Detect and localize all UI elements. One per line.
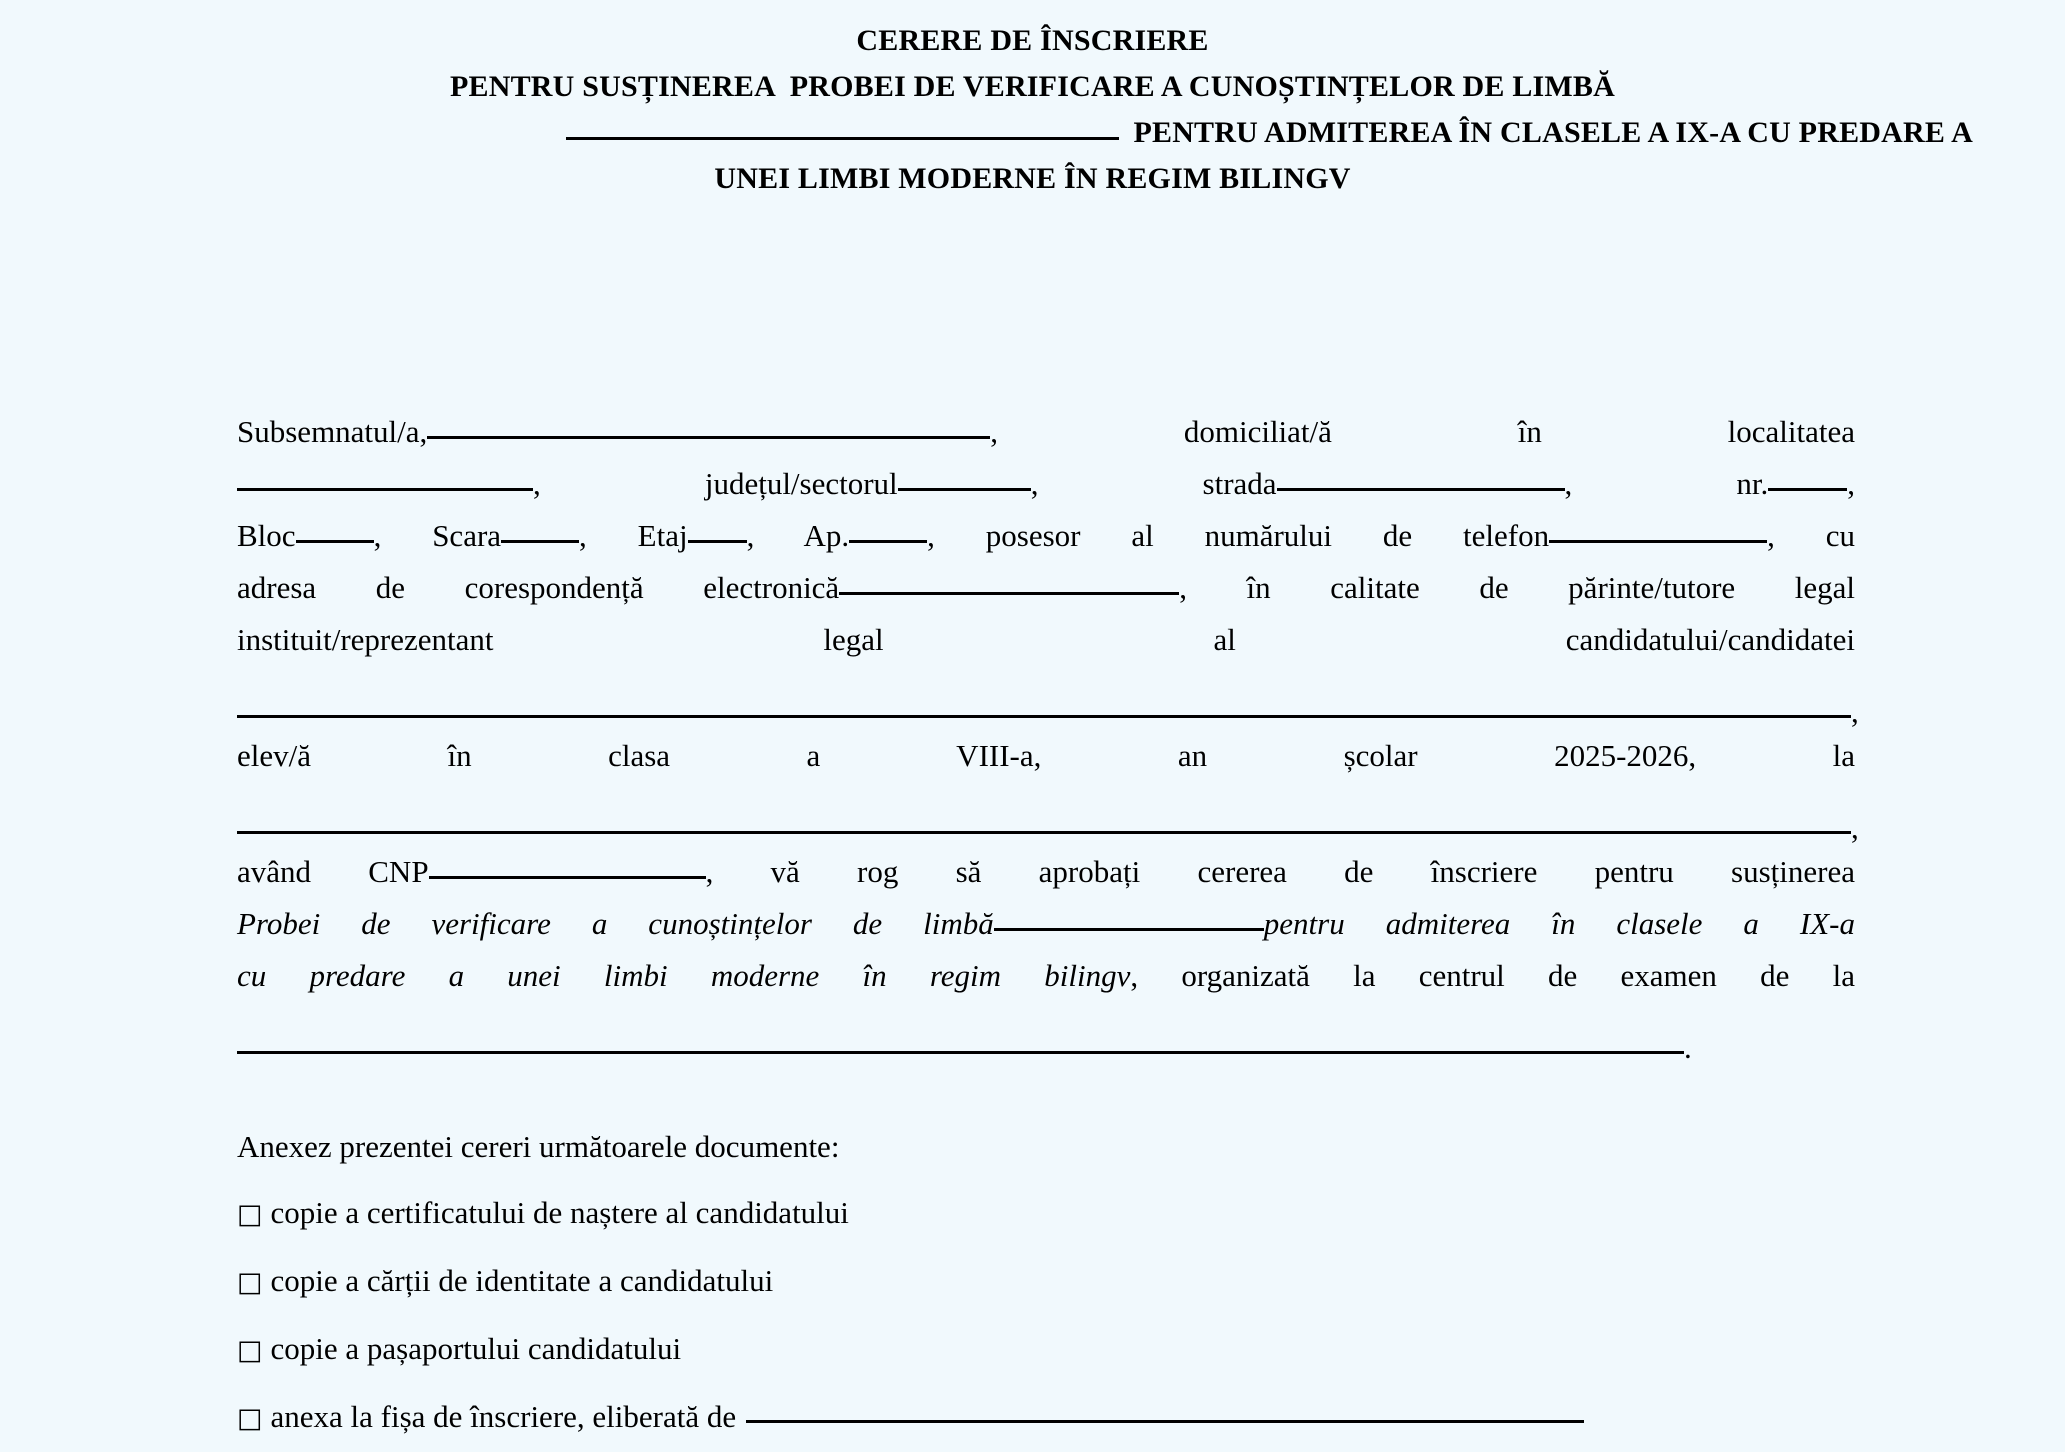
label-email: adresa de corespondență electronică	[237, 570, 840, 605]
title-line-2: PENTRU SUSȚINEREA PROBEI DE VERIFICARE A CUNOȘTINȚELOR DE LIMBĂ	[450, 70, 1615, 103]
label-cnp: având CNP	[237, 854, 429, 889]
label-subsemnatul: Subsemnatul/a,	[237, 414, 428, 449]
title-line-3: PENTRU ADMITEREA ÎN CLASELE A IX-A CU PREDARE A	[1133, 116, 1973, 149]
label-admitere: pentru admiterea în clasele a IX-a	[1263, 906, 1855, 941]
body-line-7	[237, 846, 1855, 898]
body-line-6: elev/ă în clasa a VIII-a, an școlar 2025-2026, la	[237, 738, 1855, 773]
label-proba-verificare: Probei de verificare a cunoștințelor de limbă	[237, 906, 994, 941]
label-scara: , Scara	[373, 518, 502, 553]
field-nume-candidat[interactable]	[237, 715, 1851, 718]
label-organizata: , organizată la centrul de examen de la	[1130, 958, 1855, 993]
label-ap: , Ap.	[746, 518, 850, 553]
label-telefon: , posesor al numărului de telefon	[927, 518, 1550, 553]
attachment-label-2: copie a cărții de identitate a candidatului	[270, 1263, 774, 1298]
label-nr: , nr.	[1564, 466, 1769, 501]
field-email[interactable]	[839, 592, 1179, 595]
field-strada[interactable]	[1277, 488, 1565, 491]
title-line-4: UNEI LIMBI MODERNE ÎN REGIM BILINGV	[714, 162, 1351, 195]
checkbox-icon[interactable]: □	[237, 1335, 263, 1366]
body-line-3	[237, 510, 1855, 562]
body-line-5: instituit/reprezentant legal al candidatului/candidatei	[237, 622, 1855, 657]
label-nr-comma: ,	[1847, 466, 1855, 501]
field-limba[interactable]	[994, 928, 1264, 931]
title-line-3-row	[0, 110, 2065, 156]
field-apartament[interactable]	[849, 540, 927, 543]
body-rule-2-row	[237, 810, 1859, 845]
attachment-label-4: anexa la fișa de înscriere, eliberată de	[270, 1399, 737, 1434]
label-bilingv: cu predare a unei limbi moderne în regim bilingv	[237, 958, 1131, 993]
field-centru-examen[interactable]	[237, 1051, 1684, 1054]
label-etaj: , Etaj	[579, 518, 688, 553]
field-judet[interactable]	[898, 488, 1031, 491]
title-line-1: CERERE DE ÎNSCRIERE	[856, 24, 1209, 57]
field-scara[interactable]	[501, 540, 579, 543]
field-cnp[interactable]	[429, 876, 706, 879]
body-line-8	[237, 898, 1855, 950]
label-aprobati: , vă rog să aprobați cererea de înscriere pentru susținerea	[705, 854, 1855, 889]
checkbox-icon[interactable]: □	[237, 1199, 263, 1230]
field-telefon[interactable]	[1549, 540, 1767, 543]
checkbox-icon[interactable]: □	[237, 1267, 263, 1298]
checkbox-icon[interactable]: □	[237, 1403, 263, 1434]
label-domiciliat: , domiciliat/ă în localitatea	[990, 414, 1855, 449]
title-body-spacer	[0, 202, 2065, 406]
body-line-1	[237, 406, 1855, 458]
body-rule-1-row	[237, 694, 1859, 729]
attachment-item-2[interactable]	[237, 1248, 2065, 1316]
attachment-item-4[interactable]	[237, 1384, 2065, 1452]
field-anexa-emitent[interactable]	[746, 1420, 1584, 1423]
document-body	[237, 406, 1859, 1065]
attachments-block	[237, 1114, 2065, 1452]
body-line-2	[237, 458, 1855, 510]
body-rule-3-row	[237, 1030, 1855, 1065]
rule-1-suffix: ,	[1851, 694, 1859, 729]
document-title-block	[0, 0, 2065, 202]
field-bloc[interactable]	[296, 540, 374, 543]
attachment-item-3[interactable]	[237, 1316, 2065, 1384]
attachments-intro: Anexez prezentei cereri următoarele documente:	[237, 1129, 840, 1164]
attachment-label-3: copie a pașaportului candidatului	[270, 1331, 682, 1366]
body-line-4	[237, 562, 1855, 614]
label-judet: , județul/sectorul	[533, 466, 898, 501]
rule-3-suffix: .	[1684, 1030, 1692, 1065]
field-numar[interactable]	[1768, 488, 1847, 491]
rule-2-suffix: ,	[1851, 810, 1859, 845]
body-line-9	[237, 950, 1855, 1002]
label-strada: , strada	[1030, 466, 1277, 501]
title-language-blank[interactable]	[566, 137, 1119, 140]
attachment-label-1: copie a certificatului de naștere al candidatului	[270, 1195, 849, 1230]
attachment-item-1[interactable]	[237, 1180, 2065, 1248]
label-cu: , cu	[1767, 518, 1855, 553]
field-etaj[interactable]	[688, 540, 747, 543]
field-scoala-provenienta[interactable]	[237, 831, 1851, 834]
field-localitate[interactable]	[237, 488, 533, 491]
field-nume-parinte[interactable]	[427, 436, 990, 439]
label-bloc: Bloc	[237, 518, 296, 553]
label-calitate: , în calitate de părinte/tutore legal	[1179, 570, 1856, 605]
